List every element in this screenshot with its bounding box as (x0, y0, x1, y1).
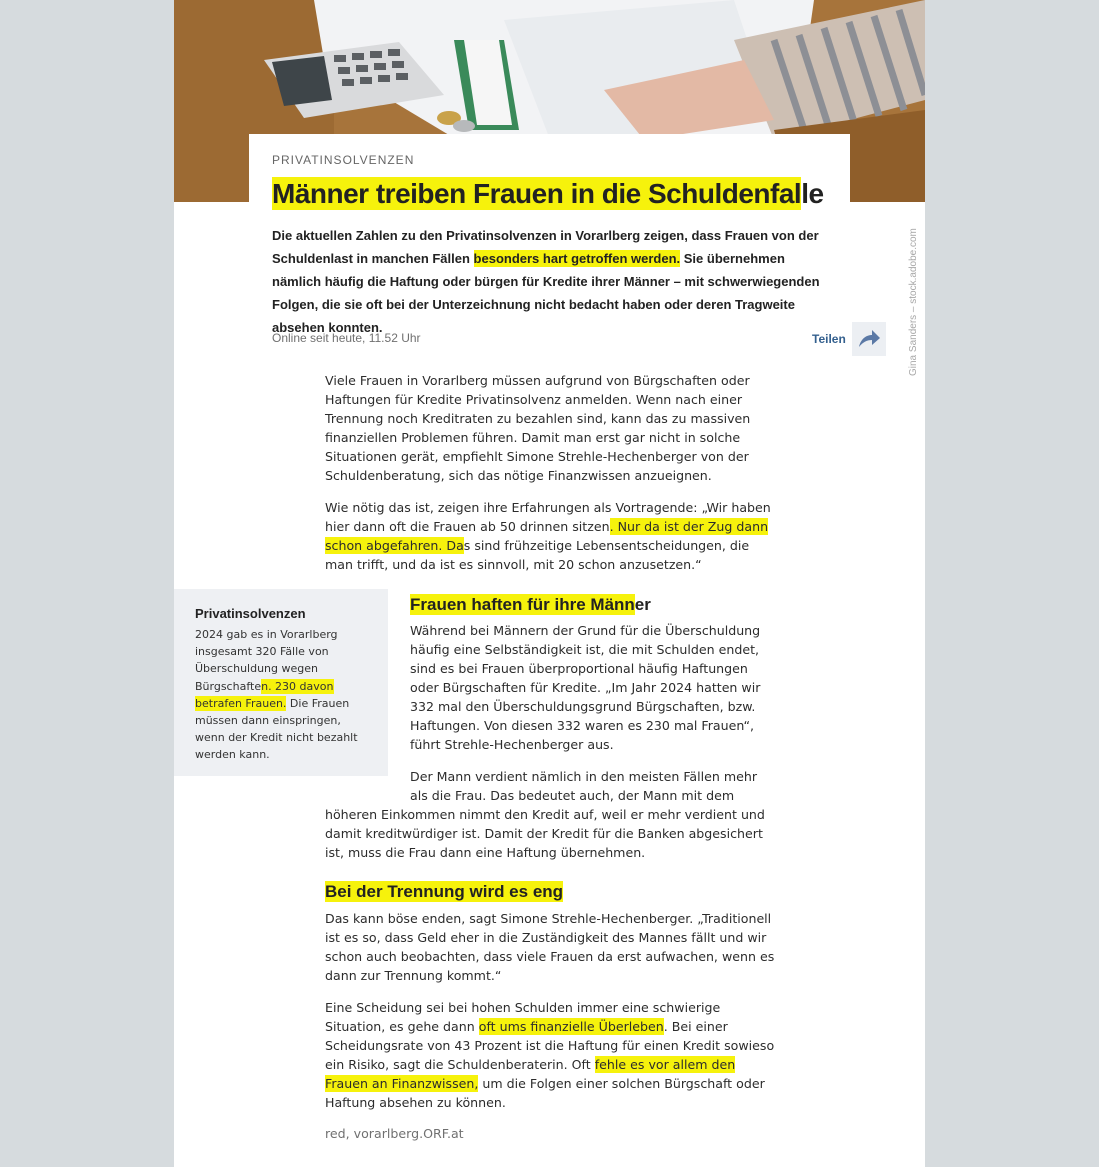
infobox-part-2: Die Frauen müssen dann einspringen, wenn der Kredit nicht bezahlt werden kann. (195, 696, 358, 762)
share-arrow-icon (852, 322, 886, 356)
lead-part-2: Sie übernehmen nämlich häufig die Haftung oder bürgen für Kredite ihrer Männer – mit schwerwiegenden Folgen, die sie oft bei der Unterzeichnung nicht bedacht haben oder deren Tragweite absehen konnten. (272, 251, 820, 335)
paragraph-1: Viele Frauen in Vorarlberg müssen aufgrund von Bürgschaften oder Haftungen für Kredite Privatinsolvenz anmelden. Wenn nach einer Trennung noch Kreditraten zu bezahlen sind, kann das zu massiven finanziellen Problemen führen. Damit man erst gar nicht in solche Situationen gerät, empfiehlt Simone Strehle-Hechenberger von der Schuldenberatung, sich das nötige Finanzwissen anzueignen. (325, 373, 751, 483)
page-title (272, 176, 832, 212)
paragraph-6-part-a: Eine Scheidung sei bei hohen Schulden immer eine schwierige Situation, es gehe dann (325, 1000, 721, 1034)
paragraph-2 (325, 498, 775, 574)
paragraph-2-part-a: Wie nötig das ist, zeigen ihre Erfahrungen als Vortragende: „Wir haben hier dann oft die Frauen ab 50 drinnen sitzen (325, 500, 771, 534)
share-label: Teilen (812, 332, 846, 346)
rubric: PRIVATINSOLVENZEN (272, 153, 415, 167)
lead-part-1: Die aktuellen Zahlen zu den Privatinsolvenzen in Vorarlberg zeigen, dass Frauen von der Schuldenlast in manchen Fällen (272, 228, 819, 266)
photo-credit: Gina Sanders – stock.adobe.com (908, 228, 919, 376)
paragraph-4-line-2: als die Frau. Das bedeutet auch, der Mann mit dem (410, 788, 735, 803)
paragraph-6-part-b: . Bei einer Scheidungsrate von 43 Prozent ist die Haftung für einen Kredit sowieso ein Risiko, sagt die Schuldenberaterin. Oft (325, 1019, 775, 1072)
paragraph-6-highlight-1: oft ums finanzielle Überleben (478, 1019, 664, 1034)
title-highlight: Männer treiben Frauen in die Schuldenfal (272, 178, 802, 209)
infobox-title: Privatinsolvenzen (195, 606, 306, 621)
source-credit: red, vorarlberg.ORF.at (325, 1126, 464, 1141)
subheading-1-rest: er (634, 595, 651, 614)
paragraph-3: Während bei Männern der Grund für die Überschuldung häufig eine Selbständigkeit ist, die mit Schulden endet, sind es bei Frauen überproportional häufig Haftungen oder Bürgschaften für Kredite. „Im Jahr 2024 hatten wir 332 mal den Überschuldungsgrund Bürgschaften, bzw. Haftungen. Von diesen 332 waren es 230 mal Frauen“, führt Strehle-Hechenberger aus. (410, 623, 761, 752)
paragraph-2-highlight: . Nur da ist der Zug dann schon abgefahren. Da (325, 519, 769, 553)
share-button[interactable] (812, 322, 886, 356)
subheading-1-highlight: Frauen haften für ihre Männ (410, 595, 635, 614)
paragraph-2-part-b: s sind frühzeitige Lebensentscheidungen, die man trifft, und da ist es sinnvoll, mit 20 schon anzusetzen.“ (325, 538, 750, 572)
subheading-1 (410, 594, 651, 616)
lead-text (272, 224, 822, 339)
publish-time: Online seit heute, 11.52 Uhr (272, 331, 421, 345)
paragraph-4-rest: höheren Einkommen nimmt den Kredit auf, weil er mehr verdient und damit kreditwürdiger ist. Damit der Kredit für die Banken abgesichert ist, muss die Frau dann eine Haftung übernehmen. (325, 807, 765, 860)
paragraph-5: Das kann böse enden, sagt Simone Strehle-Hechenberger. „Traditionell ist es so, dass Geld eher in die Zuständigkeit des Mannes fällt und wir schon auch beobachten, dass viele Frauen da erst aufwachen, wenn es dann zur Trennung kommt.“ (325, 911, 775, 983)
paragraph-4-line-1: Der Mann verdient nämlich in den meisten Fällen mehr (410, 769, 758, 784)
infobox-text (195, 626, 370, 764)
paragraph-6-part-c: um die Folgen einer solchen Bürgschaft oder Haftung absehen zu können. (325, 1076, 765, 1110)
subheading-2 (325, 881, 563, 903)
infobox-part-1: 2024 gab es in Vorarlberg insgesamt 320 Fälle von Überschuldung wegen Bürgschafte (195, 628, 338, 693)
infobox-highlight: n. 230 davon betrafen Frauen. (195, 679, 334, 710)
title-rest: le (801, 178, 824, 209)
paragraph-6-highlight-2: fehle es vor allem den Frauen an Finanzwissen, (325, 1057, 736, 1091)
paragraph-6 (325, 998, 775, 1112)
lead-highlight: besonders hart getroffen werden. (473, 251, 681, 266)
subheading-2-highlight: Bei der Trennung wird es eng (325, 882, 564, 901)
